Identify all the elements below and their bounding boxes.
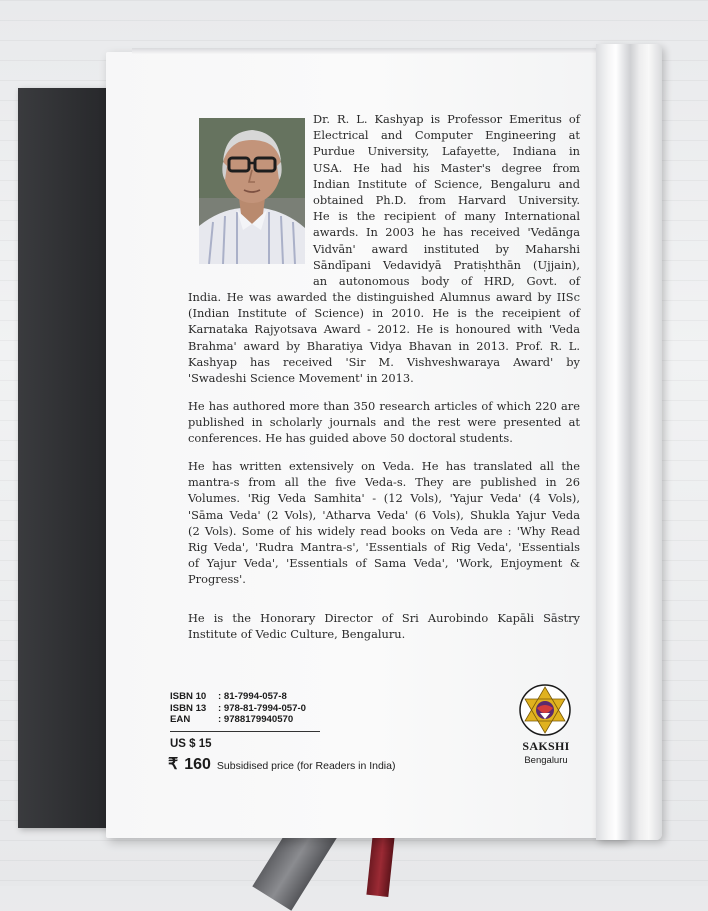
bio-line: Kashyap has received 'Sir M. Vishveshwaraya Award' by: [188, 354, 580, 369]
bio-line: 'Sāma Veda' (2 Vols), 'Atharva Veda' (6 Vols), Shukla Yajur Veda: [188, 507, 580, 522]
price-inr: [168, 754, 395, 774]
bio-veda-paragraph: [188, 458, 580, 588]
isbn-value: : 81-7994-057-8: [218, 691, 287, 702]
rupee-symbol: ₹: [168, 756, 179, 773]
bio-director-paragraph: [188, 610, 580, 642]
inr-price-note: Subsidised price (for Readers in India): [216, 760, 396, 772]
bio-line: of Yajur Veda', 'Essentials of Sama Veda', 'Work, Enjoyment &: [188, 556, 580, 571]
publisher-name: SAKSHI: [522, 739, 570, 753]
bio-line: awards. In 2003 he has received 'Vedānga: [313, 225, 580, 240]
bio-line: He has authored more than 350 research articles of which 220 are: [188, 399, 580, 413]
bio-line: India. He was awarded the distinguished Alumnus award by IISc: [188, 290, 580, 304]
ean-row: [170, 714, 320, 726]
isbn-key: EAN: [170, 714, 191, 725]
price-us: US $ 15: [170, 738, 212, 750]
book-spine: [596, 44, 662, 840]
bio-line: an autonomous body of HRD, Govt. of: [313, 274, 580, 289]
bio-intro-continued: [188, 289, 580, 386]
bio-line: Institute of Vedic Culture, Bengaluru.: [188, 627, 406, 642]
isbn-key: ISBN 10: [170, 691, 207, 702]
background-stripe: [0, 880, 708, 881]
background-stripe: [0, 860, 708, 861]
bio-line: Vidvān' award instituted by Maharshi: [313, 241, 580, 256]
isbn-key: ISBN 13: [170, 702, 207, 714]
inr-amount: 160: [184, 756, 211, 773]
bio-line: Progress'.: [188, 572, 246, 587]
bio-line: Purdue University, Lafayette, Indiana in: [313, 144, 580, 159]
bio-line: 'Swadeshi Science Movement' in 2013.: [188, 371, 414, 386]
author-portrait-icon: [199, 118, 305, 264]
bio-line: Rig Veda', 'Rudra Mantra-s', 'Essentials of Rig Veda', 'Essentials: [188, 540, 580, 555]
bio-line: USA. He had his Master's degree from: [313, 160, 580, 175]
bio-line: (Indian Institute of Science) in 2010. He is the receipient of: [188, 306, 580, 321]
background-stripe: [0, 840, 708, 841]
bio-line: Dr. R. L. Kashyap is Professor Emeritus of: [313, 112, 580, 126]
isbn-13-row: [170, 703, 320, 715]
star-of-david-logo-icon: [519, 684, 571, 736]
publisher-city: Bengaluru: [524, 755, 568, 766]
bio-research-paragraph: [188, 398, 580, 447]
bio-line: mantra-s from all the five Veda-s. They are published in 26: [188, 475, 580, 490]
isbn-block: [170, 691, 320, 726]
cover-top-edge: [132, 48, 602, 54]
bio-line: conferences. He has guided above 50 doctoral students.: [188, 431, 513, 446]
bio-line: Electrical and Computer Engineering at: [313, 128, 580, 143]
bio-line: Brahma' award by Bharatiya Vidya Bhavan in 2013. Prof. R. L.: [188, 338, 580, 353]
bio-line: He is the recipient of many International: [313, 209, 580, 224]
bio-line: Indian Institute of Science, Bengaluru and: [313, 176, 580, 191]
bio-line: (2 Vols). Some of his widely read books on Veda are : 'Why Read: [188, 523, 580, 538]
bio-line: He is the Honorary Director of Sri Aurobindo Kapāli Sāstry: [188, 611, 580, 625]
bio-line: He has written extensively on Veda. He has translated all the: [188, 459, 580, 473]
bio-line: Sāndīpani Vedavidyā Pratiṣhthān (Ujjain),: [313, 257, 580, 272]
isbn-value: : 9788179940570: [218, 714, 294, 725]
bio-line: Karnataka Rajyotsava Award - 2012. He is honoured with 'Veda: [188, 322, 580, 337]
bio-line: Volumes. 'Rig Veda Samhita' - (12 Vols), 'Yajur Veda' (4 Vols),: [188, 491, 580, 506]
bio-line: published in scholarly journals and the rest were presented at: [188, 415, 580, 430]
isbn-10-row: [170, 691, 320, 703]
background-stripe: [0, 0, 708, 1]
background-stripe: [0, 40, 708, 41]
background-stripe: [0, 20, 708, 21]
isbn-divider: [170, 731, 320, 732]
bio-intro-beside-photo: [313, 111, 580, 289]
bio-line: obtained Ph.D. from Harvard University.: [313, 193, 580, 208]
isbn-value: : 978-81-7994-057-0: [218, 702, 307, 714]
